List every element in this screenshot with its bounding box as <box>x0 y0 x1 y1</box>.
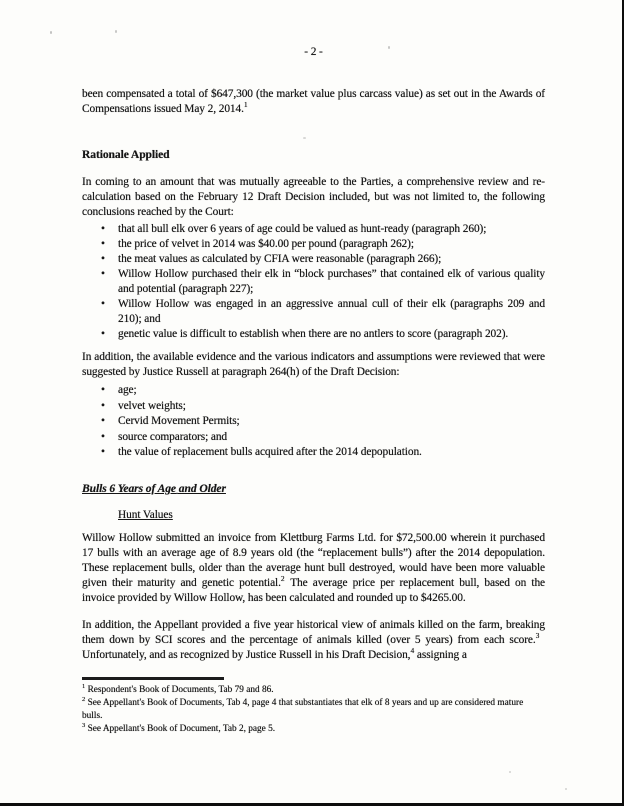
hunt-text-1: Willow Hollow submitted an invoice from Klettburg Farms Ltd. for $72,500.00 wherein it purchased 17 bulls with an average age of 8.9 years old (the “replacement bulls”) after the 2014 depopulation. These replacement bulls, older than the average hunt bull destroyed, would have been more valuable given their maturity and genetic potential. <box>82 531 545 589</box>
indicators-list <box>82 383 545 461</box>
hunt-values-subheading: Hunt Values <box>118 508 173 521</box>
footnote-text: See Appellant's Book of Documents, Tab 4, page 4 that substantiates that elk of 8 years and up are considered mature bulls. <box>82 697 524 721</box>
list-item: • source comparators; and <box>118 430 545 446</box>
footnote-separator-rule <box>82 677 224 680</box>
footnote-ref-1: 1 <box>243 100 248 110</box>
indicators-lead-paragraph: In addition, the available evidence and the various indicators and assumptions were reviewed that were suggested by Justice Russell at paragraph 264(h) of the Draft Decision: <box>82 351 545 378</box>
footnote-text: Respondent's Book of Documents, Tab 79 and 86. <box>87 684 274 695</box>
list-item: • the meat values as calculated by CFIA were reasonable (paragraph 266); <box>118 252 545 267</box>
scan-speckle <box>565 788 567 790</box>
intro-text: been compensated a total of $647,300 (the market value plus carcass value) as set out in the Awards of Compensations issued May 2, 2014. <box>82 88 545 115</box>
footnote-marker: 1 <box>82 682 86 690</box>
footnotes-block <box>82 684 545 736</box>
scan-speckle <box>509 771 511 773</box>
history-text-2: Unfortunately, and as recognized by Justice Russell in his Draft Decision, <box>82 633 545 661</box>
bulls-section-heading: Bulls 6 Years of Age and Older <box>82 481 226 495</box>
footnote-ref-3: 3 <box>535 630 540 640</box>
history-paragraph <box>82 618 545 663</box>
scan-speckle <box>115 30 117 33</box>
intro-paragraph <box>82 87 545 117</box>
list-item: • age; <box>118 383 545 399</box>
page-content <box>82 0 545 736</box>
scan-speckle <box>50 31 52 34</box>
list-item: • velvet weights; <box>118 399 545 415</box>
footnote-1 <box>82 684 545 697</box>
footnote-ref-4: 4 <box>410 645 415 655</box>
list-item: • Cervid Movement Permits; <box>118 414 545 430</box>
scan-speckle <box>176 492 178 494</box>
list-item: • the price of velvet in 2014 was $40.00 per pound (paragraph 262); <box>118 237 545 252</box>
footnote-ref-2: 2 <box>280 573 285 583</box>
list-item: • genetic value is difficult to establish when there are no antlers to score (paragraph 202). <box>118 327 545 342</box>
list-item: • Willow Hollow purchased their elk in “block purchases” that contained elk of various quality and potential (paragraph 227); <box>118 267 545 297</box>
footnote-3 <box>82 723 545 736</box>
list-item: • Willow Hollow was engaged in an aggressive annual cull of their elk (paragraphs 209 and 210); and <box>118 297 545 327</box>
court-conclusions-list <box>82 222 545 342</box>
rationale-applied-heading: Rationale Applied <box>82 148 170 161</box>
hunt-text-2: The average price per replacement bull, based on the invoice provided by Willow Hollow, has been calculated and rounded up to $4265.00. <box>82 576 546 604</box>
history-text-1: In addition, the Appellant provided a five year historical view of animals killed on the farm, breaking them down by SCI scores and the percentage of animals killed (over 5 years) from each score. <box>82 618 545 646</box>
list-item: • the value of replacement bulls acquired after the 2014 depopulation. <box>118 445 545 461</box>
hunt-values-paragraph <box>82 531 545 606</box>
scan-speckle <box>303 137 306 139</box>
list-item: • that all bull elk over 6 years of age could be valued as hunt-ready (paragraph 260); <box>118 222 545 237</box>
history-text-3: assigning a <box>414 648 467 661</box>
rationale-lead-paragraph: In coming to an amount that was mutually agreeable to the Parties, a comprehensive review and re-calculation based on the February 12 Draft Decision included, but was not limited to, the following conclusions reached by the Court: <box>82 176 545 218</box>
page-number: - 2 - <box>304 46 323 58</box>
footnote-text: See Appellant's Book of Document, Tab 2, page 5. <box>87 723 276 734</box>
footnote-2 <box>82 697 545 723</box>
scan-speckle <box>388 46 390 49</box>
footnote-marker: 2 <box>82 695 86 703</box>
footnote-marker: 3 <box>82 721 86 729</box>
